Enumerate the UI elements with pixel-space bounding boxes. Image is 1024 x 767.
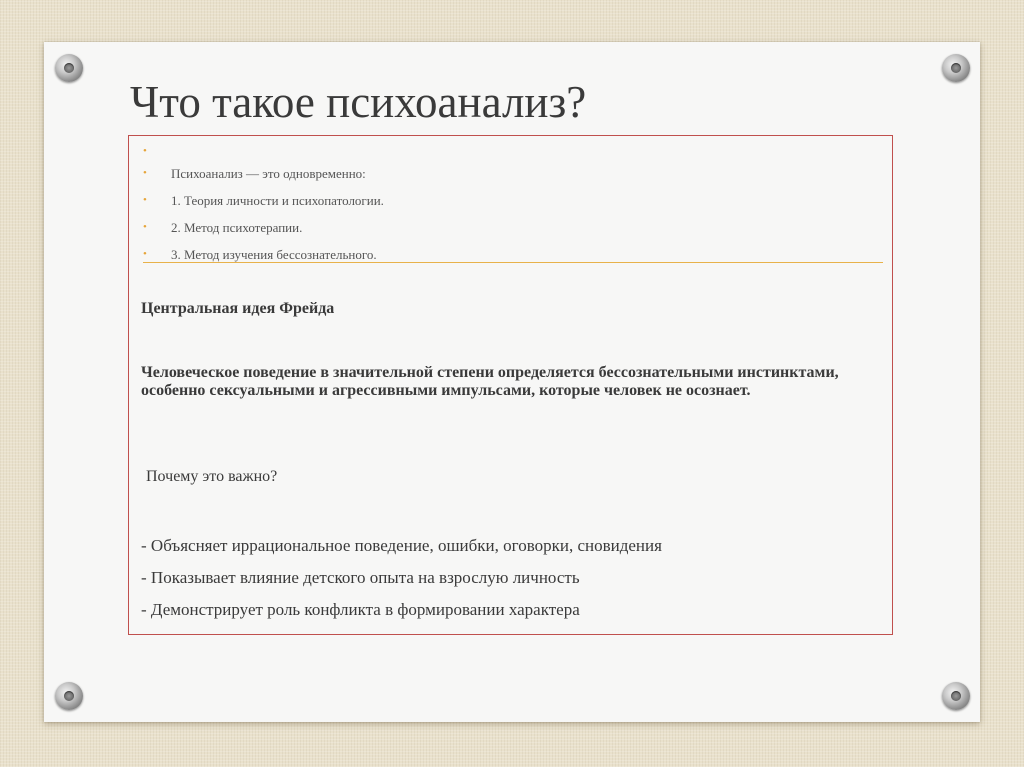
slide-title: Что такое психоанализ?: [130, 77, 587, 127]
central-idea-heading: Центральная идея Фрейда: [141, 300, 335, 317]
bullet-icon: •: [143, 221, 147, 233]
rivet-icon: [942, 54, 970, 82]
content-box: [128, 135, 893, 635]
bullet-icon: •: [143, 194, 147, 206]
list-item: [143, 160, 873, 187]
reasons-list: [141, 530, 662, 626]
list-item: [143, 241, 873, 268]
list-item: [143, 187, 873, 214]
reason-item: - Показывает влияние детского опыта на взрослую личность: [141, 568, 580, 587]
list-item-text: 1. Теория личности и психопатологии.: [171, 193, 384, 208]
rivet-icon: [55, 54, 83, 82]
list-item: [143, 214, 873, 241]
reason-item: - Демонстрирует роль конфликта в формировании характера: [141, 600, 580, 619]
bullet-list: [143, 144, 873, 268]
why-heading: Почему это важно?: [146, 468, 278, 485]
bullet-icon: •: [143, 248, 147, 260]
rivet-icon: [942, 682, 970, 710]
section-divider: [143, 262, 883, 263]
list-item-text: Психоанализ — это одновременно:: [171, 166, 366, 181]
bullet-icon: •: [143, 145, 147, 157]
reason-item: - Объясняет иррациональное поведение, ошибки, оговорки, сновидения: [141, 536, 662, 555]
list-item-text: 2. Метод психотерапии.: [171, 220, 303, 235]
bullet-icon: •: [143, 167, 147, 179]
list-item: [143, 144, 873, 160]
list-item-text: 3. Метод изучения бессознательного.: [171, 247, 377, 262]
rivet-icon: [55, 682, 83, 710]
behavior-paragraph: Человеческое поведение в значительной степени определяется бессознательными инстинктами, особенно сексуальными и агрессивными импульсами, которые человек не осознает.: [141, 364, 839, 399]
